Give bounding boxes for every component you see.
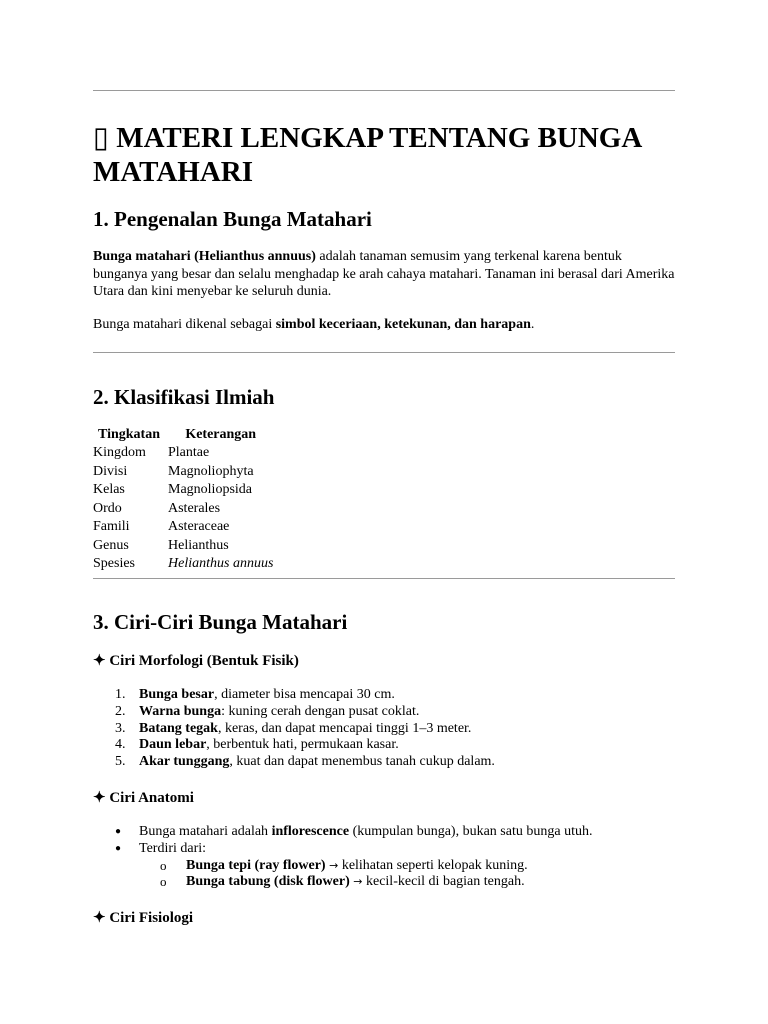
table-row [93, 518, 276, 537]
section-1-heading: 1. Pengenalan Bunga Matahari [93, 207, 372, 231]
level-cell: Kingdom [93, 445, 146, 460]
level-cell: Kelas [93, 482, 125, 497]
item-text: , kuat dan dapat menembus tanah cukup dalam. [229, 754, 495, 770]
value-cell: Asteraceae [168, 519, 230, 534]
intro-paragraph [93, 248, 675, 301]
list-item [93, 754, 495, 771]
arrow-right-icon: → [329, 858, 339, 872]
sub-text: kelihatan seperti kelopak kuning. [338, 857, 528, 873]
value-cell: Plantae [168, 445, 210, 460]
morfologi-list [93, 687, 495, 771]
table-row [93, 481, 276, 500]
list-item [93, 721, 495, 738]
symbol-pre: Bunga matahari dikenal sebagai [93, 317, 276, 332]
sub-list-container [93, 858, 592, 892]
item-bold: Bunga besar [139, 687, 215, 702]
col-header-keterangan: Keterangan [185, 427, 257, 442]
symbol-post: . [530, 317, 535, 332]
intro-text: adalah tanaman semusim yang terkenal karena bentuk bunganya yang besar dan selalu menghadap ke arah cahaya matahari. Tanaman ini berasal dari Amerika Utara dan kini menyebar ke seluruh dunia. [93, 249, 675, 299]
intro-bold: Bunga matahari (Helianthus annuus) [93, 249, 316, 264]
value-cell: Helianthus [168, 537, 229, 553]
item-number: 5. [115, 754, 126, 770]
level-cell: Genus [93, 537, 129, 553]
anatomi-sub-list [93, 858, 592, 892]
circle-bullet-icon: o [160, 857, 167, 873]
item-bold: Warna bunga [139, 703, 222, 719]
list-item [93, 737, 495, 754]
value-cell: Magnoliopsida [168, 482, 252, 497]
morfologi-heading: ✦ Ciri Morfologi (Bentuk Fisik) [93, 653, 299, 669]
list-item [93, 687, 495, 704]
species-italic: Helianthus annuus [168, 556, 274, 571]
item-number: 2. [115, 703, 126, 719]
item-text: , berbentuk hati, permukaan kasar. [206, 737, 399, 753]
sub-list-item [93, 874, 592, 891]
anat-bold: inflorescence [271, 824, 350, 839]
table-row [93, 555, 276, 574]
value-cell: Magnoliophyta [168, 463, 254, 479]
anat-pre: Bunga matahari adalah [139, 824, 272, 839]
sub-bold: Bunga tabung (disk flower) [186, 874, 350, 890]
classification-table [93, 426, 276, 574]
fisiologi-heading: ✦ Ciri Fisiologi [93, 910, 194, 926]
level-cell: Famili [93, 519, 130, 534]
list-item [93, 841, 592, 858]
list-item [93, 824, 592, 841]
item-text: : kuning cerah dengan pusat coklat. [221, 703, 420, 719]
table-row [93, 537, 276, 556]
item-bold: Akar tunggang [139, 754, 230, 770]
item-text: , keras, dan dapat mencapai tinggi 1–3 meter. [217, 720, 472, 736]
sub-list-item [93, 858, 592, 875]
divider-2 [93, 578, 675, 579]
page-title: ▯ MATERI LENGKAP TENTANG BUNGA MATAHARI [93, 122, 641, 188]
divider-1 [93, 352, 675, 353]
table-header-row [93, 426, 276, 444]
item-number: 4. [115, 737, 126, 753]
item-text: , diameter bisa mencapai 30 cm. [214, 687, 395, 702]
anat-post: (kumpulan bunga), bukan satu bunga utuh. [349, 824, 593, 839]
level-cell: Ordo [93, 500, 122, 516]
sub-bold: Bunga tepi (ray flower) [186, 857, 326, 873]
symbol-paragraph [93, 316, 675, 334]
value-cell: Asterales [168, 500, 221, 516]
level-cell: Divisi [93, 463, 128, 479]
circle-bullet-icon: o [160, 874, 167, 890]
top-divider [93, 90, 675, 91]
section-2-heading: 2. Klasifikasi Ilmiah [93, 385, 275, 409]
bullet-icon: ● [115, 826, 122, 837]
level-cell: Spesies [93, 556, 135, 571]
anatomi-list [93, 824, 592, 891]
item-bold: Daun lebar [139, 737, 207, 753]
value-cell [168, 555, 276, 574]
col-header-tingkatan: Tingkatan [98, 427, 160, 442]
bullet-icon: ● [115, 842, 122, 854]
table-row [93, 463, 276, 482]
anat-terdiri: Terdiri dari: [139, 840, 207, 856]
table-row [93, 500, 276, 519]
section-3-heading: 3. Ciri-Ciri Bunga Matahari [93, 610, 348, 634]
sub-text: kecil-kecil di bagian tengah. [362, 874, 525, 890]
table-row [93, 444, 276, 463]
item-number: 3. [115, 720, 126, 736]
list-item [93, 704, 495, 721]
anatomi-heading: ✦ Ciri Anatomi [93, 790, 194, 806]
item-number: 1. [115, 687, 126, 702]
arrow-right-icon: → [353, 875, 363, 889]
symbol-bold: simbol keceriaan, ketekunan, dan harapan [275, 317, 531, 332]
item-bold: Batang tegak [139, 720, 218, 736]
